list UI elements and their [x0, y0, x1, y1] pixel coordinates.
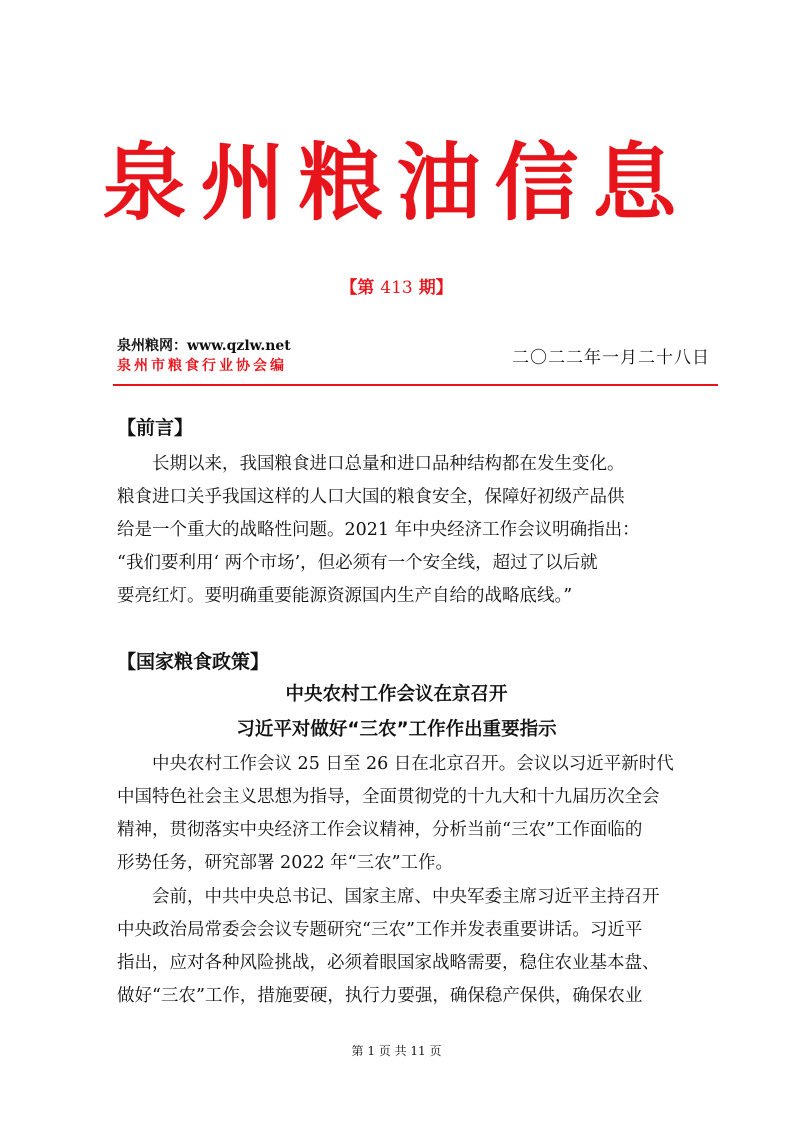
header-divider — [113, 384, 718, 386]
article-line: 精神，贯彻落实中央经济工作会议精神，分析当前“三农”工作面临的 — [117, 820, 643, 840]
preface-line: 长期以来，我国粮食进口总量和进口品种结构都在发生变化。 — [117, 454, 625, 474]
publisher-association: 泉州市粮食行业协会编 — [117, 358, 287, 374]
article-line: 指出，应对各种风险挑战，必须着眼国家战略需要，稳住农业基本盘、 — [117, 953, 660, 973]
preface-line: “我们要利用‘ 两个市场’，但必须有一个安全线，超过了以后就 — [117, 553, 598, 573]
article-line: 中央农村工作会议 25 日至 26 日在北京召开。会议以习近平新时代 — [117, 754, 674, 774]
issue-value: 413 — [380, 278, 413, 298]
preface-paragraph — [117, 448, 712, 613]
issue-open: 【第 — [340, 278, 375, 298]
article-paragraph-1 — [117, 748, 712, 880]
masthead-title: 泉州粮油信息 — [102, 133, 691, 232]
article-line: 中国特色社会主义思想为指导，全面贯彻党的十九大和十九届历次全会 — [117, 787, 660, 807]
preface-heading: 【前言】 — [117, 417, 194, 439]
preface-line: 粮食进口关乎我国这样的人口大国的粮食安全，保障好初级产品供 — [117, 487, 625, 507]
preface-line: 要亮红灯。要明确重要能源资源国内生产自给的战略底线。” — [117, 586, 573, 606]
publisher-site: 泉州粮网：www.qzlw.net — [117, 338, 291, 354]
issue-number — [0, 276, 793, 300]
page-footer: 第 1 页 共 11 页 — [351, 1044, 442, 1058]
publish-date: 二〇二二年一月二十八日 — [512, 348, 710, 368]
article-line: 会前，中共中央总书记、国家主席、中央军委主席习近平主持召开 — [117, 887, 660, 907]
preface-line: 给是一个重大的战略性问题。2021 年中央经济工作会议明确指出： — [117, 520, 640, 540]
article-line: 形势任务，研究部署 2022 年“三农”工作。 — [117, 853, 454, 873]
article-paragraph-2 — [117, 881, 712, 1013]
article-line: 做好“三农”工作，措施要硬，执行力要强，确保稳产保供，确保农业 — [117, 986, 643, 1006]
article-title-secondary: 习近平对做好“三农”工作作出重要指示 — [236, 719, 557, 740]
article-line: 中央政治局常委会会议专题研究“三农”工作并发表重要讲话。习近平 — [117, 920, 643, 940]
issue-close: 期】 — [418, 278, 453, 298]
policy-heading: 【国家粮食政策】 — [117, 651, 270, 673]
article-title-primary: 中央农村工作会议在京召开 — [285, 684, 508, 705]
